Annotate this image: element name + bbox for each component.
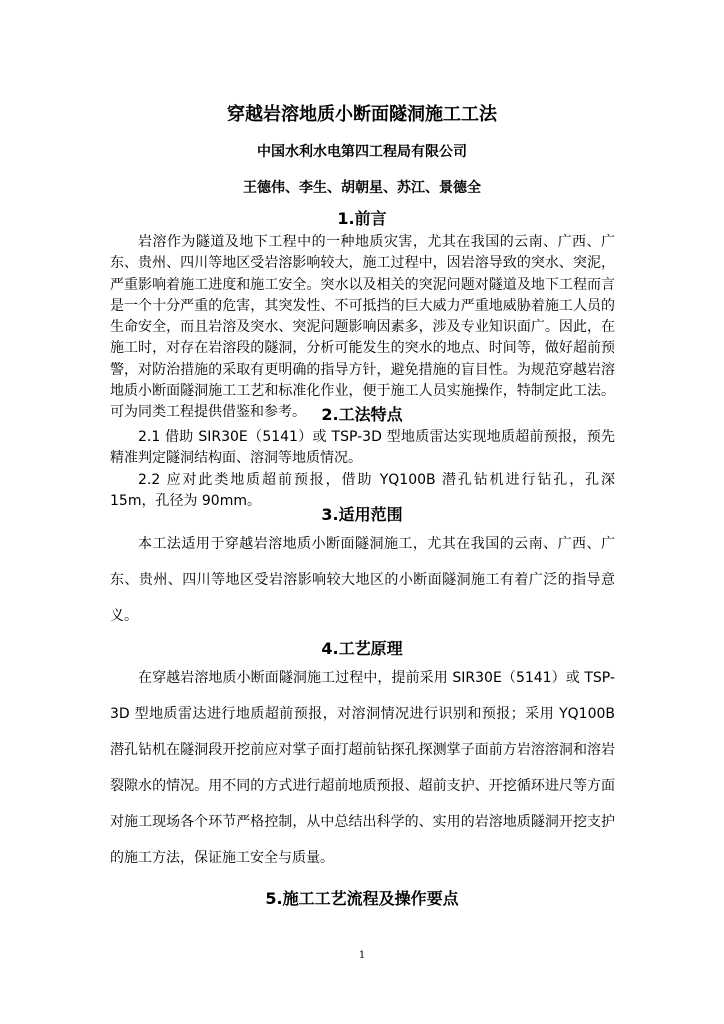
- section-heading: 1.前言: [337, 209, 387, 228]
- section-paragraph: 2.1 借助 SIR30E（5141）或 TSP-3D 型地质雷达实现地质超前预报，预先精准判定隧洞结构面、溶洞等地质情况。: [110, 429, 615, 467]
- page-number: 1: [358, 950, 366, 961]
- section-paragraph: 本工法适用于穿越岩溶地质小断面隧洞施工，尤其在我国的云南、广西、广东、贵州、四川等地区受岩溶影响较大地区的小断面隧洞施工有着广泛的指导意义。: [110, 536, 615, 624]
- section-heading: 2.工法特点: [321, 405, 403, 424]
- section-heading: 5.施工工艺流程及操作要点: [265, 889, 459, 908]
- section-paragraph: 2.2 应对此类地质超前预报，借助 YQ100B 潜孔钻机进行钻孔，孔深 15m，孔径为 90mm。: [110, 472, 615, 510]
- organization: 中国水利水电第四工程局有限公司: [257, 144, 467, 160]
- section-paragraph: 岩溶作为隧道及地下工程中的一种地质灾害，尤其在我国的云南、广西、广东、贵州、四川等地区受岩溶影响较大，施工过程中，因岩溶导致的突水、突泥，严重影响着施工进度和施工安全。突水以及相关的突泥问题对隧道及地下工程而言是一个十分严重的危害，其突发性、不可抵挡的巨大威力严重地威胁着施工人员的生命安全，而且岩溶及突水、突泥问题影响因素多，涉及专业知识面广。因此，在施工时，对存在岩溶段的隧洞，分析可能发生的突水的地点、时间等，做好超前预警，对防治措施的采取有更明确的指导方针，避免措施的盲目性。为规范穿越岩溶地质小断面隧洞施工工艺和标准化作业，便于施工人员实施操作，特制定此工法。可为同类工程提供借鉴和参考。: [110, 234, 615, 421]
- authors: 王德伟、李生、胡朝星、苏江、景德全: [243, 180, 481, 196]
- section-heading: 3.适用范围: [321, 505, 403, 524]
- section-heading: 4.工艺原理: [321, 639, 403, 658]
- section-paragraph: 在穿越岩溶地质小断面隧洞施工过程中，提前采用 SIR30E（5141）或 TSP-3D 型地质雷达进行地质超前预报，对溶洞情况进行识别和预报；采用 YQ100B 潜孔钻机在隧洞段开挖前应对掌子面打超前钻探孔探测掌子面前方岩溶溶洞和溶岩裂隙水的情况。用不同的方式进行超前地质预报、超前支护、开挖循环进尺等方面对施工现场各个环节严格控制，从中总结出科学的、实用的岩溶地质隧洞开挖支护的施工方法，保证施工安全与质量。: [110, 670, 615, 866]
- document-title: 穿越岩溶地质小断面隧洞施工工法: [227, 104, 497, 125]
